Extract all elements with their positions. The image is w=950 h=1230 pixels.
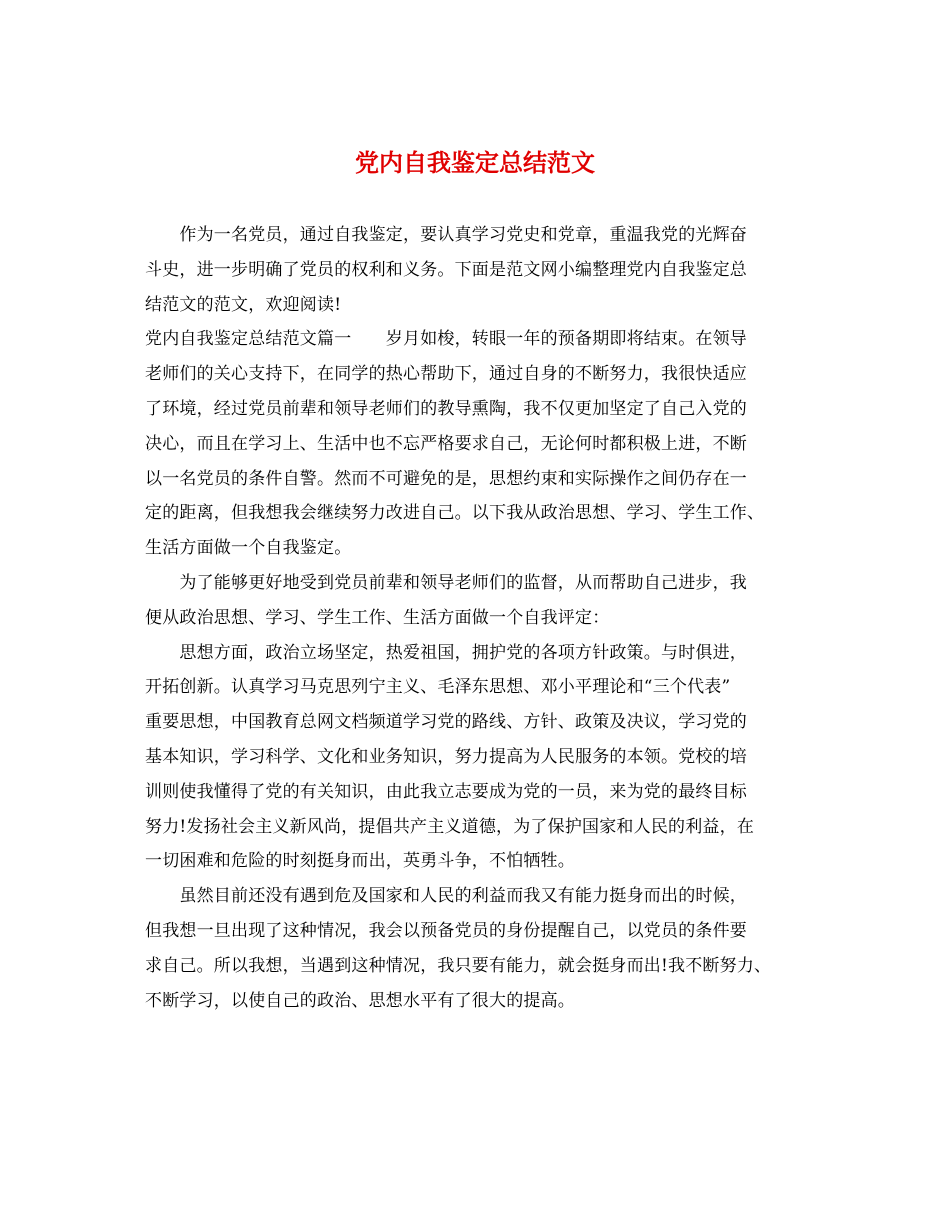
text-line: 作为一名党员，通过自我鉴定，要认真学习党史和党章，重温我党的光辉奋 [145,225,747,245]
text-line: 不断学习，以使自己的政治、思想水平有了很大的提高。 [145,990,575,1011]
text-line: 思想方面，政治立场坚定，热爱祖国，拥护党的各项方针政策。与时俱进， [145,642,747,663]
text-line: 训则使我懂得了党的有关知识，由此我立志要成为党的一员，来为党的最终目标 [145,781,747,802]
text-line: 结范文的范文，欢迎阅读! [145,294,342,315]
text-line: 老师们的关心支持下，在同学的热心帮助下，通过自身的不断努力，我很快适应 [145,364,747,385]
text-line: 定的距离，但我想我会继续努力改进自己。以下我从政治思想、学习、学生工作、 [145,503,765,524]
document-body [145,218,815,1018]
text-line: 斗史，进一步明确了党员的权利和义务。下面是范文网小编整理党内自我鉴定总 [145,259,747,280]
text-line: 决心，而且在学习上、生活中也不忘严格要求自己，无论何时都积极上进，不断 [145,433,747,454]
text-line: 但我想一旦出现了这种情况，我会以预备党员的身份提醒自己，以党员的条件要 [145,920,747,941]
text-line: 一切困难和危险的时刻挺身而出，英勇斗争，不怕牺牲。 [145,851,575,872]
text-line: 以一名党员的条件自警。然而不可避免的是，思想约束和实际操作之间仍存在一 [145,468,747,489]
text-line: 党内自我鉴定总结范文篇一 岁月如梭，转眼一年的预备期即将结束。在领导 [145,329,747,350]
text-line: 求自己。所以我想，当遇到这种情况，我只要有能力，就会挺身而出!我不断努力、 [145,955,772,976]
document-title: 党内自我鉴定总结范文 [355,148,595,177]
text-line: 为了能够更好地受到党员前辈和领导老师们的监督，从而帮助自己进步，我 [145,572,747,593]
text-line: 开拓创新。认真学习马克思列宁主义、毛泽东思想、邓小平理论和“三个代表” [145,677,731,698]
text-line: 重要思想，中国教育总网文档频道学习党的路线、方针、政策及决议，学习党的 [145,712,747,733]
text-line: 努力!发扬社会主义新风尚，提倡共产主义道德，为了保护国家和人民的利益，在 [145,816,755,837]
text-line: 了环境，经过党员前辈和领导老师们的教导熏陶，我不仅更加坚定了自己入党的 [145,398,747,419]
text-line: 生活方面做一个自我鉴定。 [145,538,352,559]
text-line: 虽然目前还没有遇到危及国家和人民的利益而我又有能力挺身而出的时候， [145,886,747,907]
text-line: 基本知识，学习科学、文化和业务知识，努力提高为人民服务的本领。党校的培 [145,746,747,767]
text-line: 便从政治思想、学习、学生工作、生活方面做一个自我评定： [145,607,610,628]
